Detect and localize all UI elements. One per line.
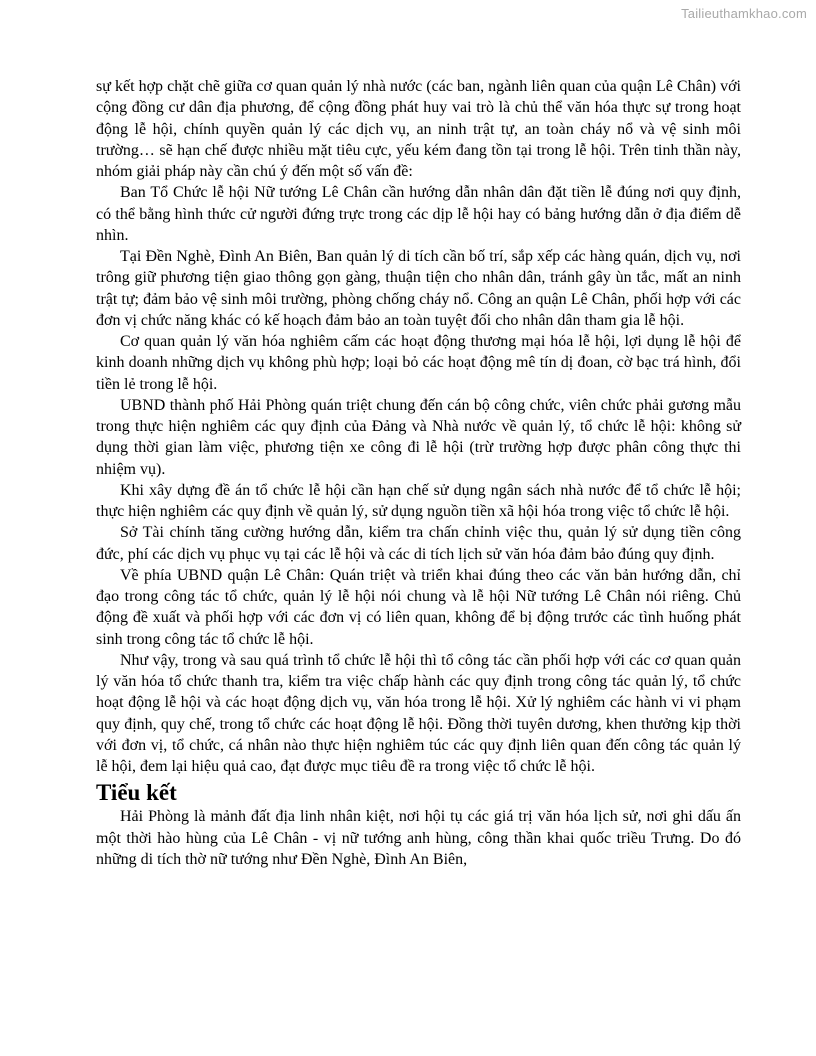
paragraph-district-committee: Về phía UBND quận Lê Chân: Quán triệt và triển khai đúng theo các văn bản hướng dẫn, chỉ đạo trong công tác tổ chức, quản lý lễ hội nói chung và lễ hội Nữ tướng Lê Chân nói riêng. Chủ động đề xuất và phối hợp với các đơn vị có liên quan, không để bị động trước các tình huống phát sinh trong công tác tổ chức lễ hội. (96, 566, 741, 648)
paragraph-finance-department: Sở Tài chính tăng cường hướng dẫn, kiểm tra chấn chỉnh việc thu, quản lý sử dụng tiền công đức, phí các dịch vụ phục vụ tại các lễ hội và các di tích lịch sử văn hóa đảm bảo đúng quy định. (96, 524, 741, 563)
paragraph-city-directive: UBND thành phố Hải Phòng quán triệt chung đến cán bộ công chức, viên chức phải gương mẫu trong thực hiện nghiêm các quy định của Đảng và Nhà nước về quản lý, tổ chức lễ hội: không sử dụng thời gian làm việc, phương tiện xe công đi lễ hội (trừ trường hợp được phân công thực thi nhiệm vụ). (96, 396, 741, 478)
paragraph-budget-limits: Khi xây dựng đề án tổ chức lễ hội cần hạn chế sử dụng ngân sách nhà nước để tổ chức lễ hội; thực hiện nghiêm các quy định về quản lý, sử dụng nguồn tiền xã hội hóa trong việc tổ chức lễ hội. (96, 481, 741, 520)
paragraph-inspection: Như vậy, trong và sau quá trình tổ chức lễ hội thì tổ công tác cần phối hợp với các cơ quan quản lý văn hóa tổ chức thanh tra, kiểm tra việc chấp hành các quy định trong công tác quản lý, tổ chức hoạt động lễ hội và các hoạt động dịch vụ, văn hóa trong lễ hội. Xử lý nghiêm các hành vi vi phạm quy định, quy chế, trong tổ chức các hoạt động lễ hội. Đồng thời tuyên dương, khen thưởng kịp thời với đơn vị, tổ chức, cá nhân nào thực hiện nghiêm túc các quy định liên quan đến công tác quản lý lễ hội, đem lại hiệu quả cao, đạt được mục tiêu đề ra trong việc tổ chức lễ hội. (96, 651, 741, 775)
watermark: Tailieuthamkhao.com (681, 6, 807, 21)
section-heading: Tiểu kết (96, 780, 177, 806)
paragraph-continuation: sự kết hợp chặt chẽ giữa cơ quan quản lý nhà nước (các ban, ngành liên quan của quận Lê Chân) với cộng đồng cư dân địa phương, để cộng đồng phát huy vai trò là chủ thể văn hóa thực sự trong hoạt động lễ hội, chính quyền quản lý các dịch vụ, an ninh trật tự, an toàn cháy nổ và vệ sinh môi trường… sẽ hạn chế được nhiều mặt tiêu cực, yếu kém đang tồn tại trong lễ hội. Trên tinh thần này, nhóm giải pháp này cần chú ý đến một số vấn đề: (96, 78, 741, 180)
paragraph-site-arrangement: Tại Đền Nghè, Đình An Biên, Ban quản lý di tích cần bố trí, sắp xếp các hàng quán, dịch vụ, nơi trông giữ phương tiện giao thông gọn gàng, thuận tiện cho nhân dân, tránh gây ùn tắc, mất an ninh trật tự; đảm bảo vệ sinh môi trường, phòng chống cháy nổ. Công an quận Lê Chân, phối hợp với các đơn vị chức năng khác có kế hoạch đảm bảo an toàn tuyệt đối cho nhân dân tham gia lễ hội. (96, 248, 741, 329)
document-body (96, 76, 741, 870)
paragraph-summary: Hải Phòng là mảnh đất địa linh nhân kiệt, nơi hội tụ các giá trị văn hóa lịch sử, nơi ghi dấu ấn một thời hào hùng của Lê Chân - vị nữ tướng anh hùng, công thần khai quốc triều Trưng. Do đó những di tích thờ nữ tướng như Đền Nghè, Đình An Biên, (96, 808, 741, 868)
paragraph-commercialization-ban: Cơ quan quản lý văn hóa nghiêm cấm các hoạt động thương mại hóa lễ hội, lợi dụng lễ hội để kinh doanh những dịch vụ không phù hợp; loại bỏ các hoạt động mê tín dị đoan, cờ bạc trá hình, đổi tiền lẻ trong lễ hội. (96, 333, 741, 393)
paragraph-offering-guidance: Ban Tổ Chức lễ hội Nữ tướng Lê Chân cần hướng dẫn nhân dân đặt tiền lễ đúng nơi quy định, có thể bằng hình thức cử người đứng trực trong các dịp lễ hội hay có bảng hướng dẫn ở địa điểm dễ nhìn. (96, 184, 741, 244)
